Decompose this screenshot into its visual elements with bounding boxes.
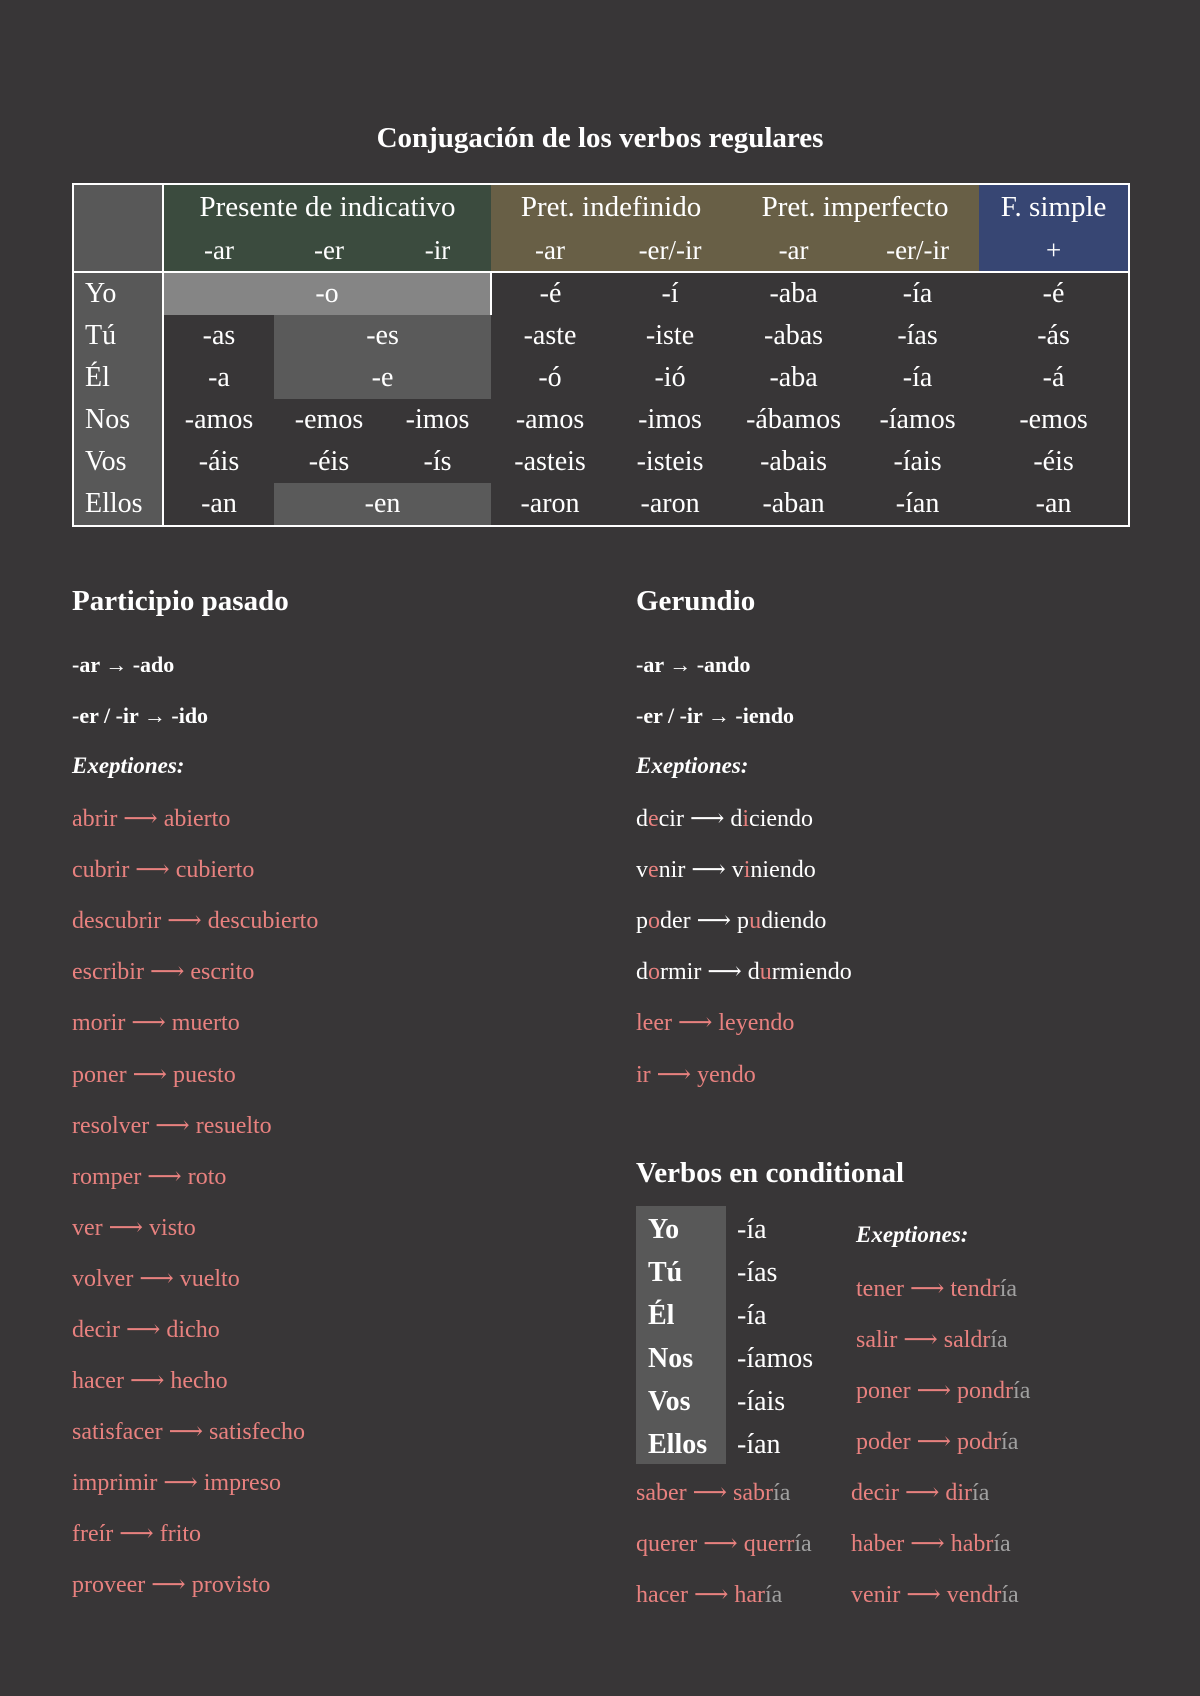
ending-cell: -éis bbox=[308, 446, 350, 477]
list-item: volver ⟶ vuelto bbox=[72, 1266, 240, 1292]
list-item: poner ⟶ pondría bbox=[856, 1378, 1031, 1404]
list-item: ir ⟶ yendo bbox=[636, 1062, 756, 1088]
gerundio-title: Gerundio bbox=[636, 585, 756, 617]
list-item: poder ⟶ pudiendo bbox=[636, 908, 827, 934]
gerundio-exceptions-label: Exeptiones: bbox=[636, 753, 749, 778]
ending-cell: -ía bbox=[737, 1300, 767, 1331]
list-item: satisfacer ⟶ satisfecho bbox=[72, 1419, 305, 1445]
list-item: romper ⟶ roto bbox=[72, 1164, 227, 1190]
gerundio-rule-ar: -ar → -ando bbox=[636, 652, 751, 677]
ending-cell: -ía bbox=[856, 272, 979, 315]
ending-cell: -é bbox=[491, 272, 609, 315]
ending-cell: -ís bbox=[423, 446, 452, 477]
list-item: escribir ⟶ escrito bbox=[72, 959, 255, 985]
ending-cell: -isteis bbox=[636, 446, 704, 477]
participio-title: Participio pasado bbox=[72, 585, 289, 617]
list-item: resolver ⟶ resuelto bbox=[72, 1113, 272, 1139]
page-title: Conjugación de los verbos regulares bbox=[376, 122, 824, 154]
group-presente: Presente de indicativo bbox=[163, 184, 491, 229]
ending-cell: -íais bbox=[737, 1386, 786, 1417]
pronoun-cell: Vos bbox=[73, 441, 163, 483]
list-item: hacer ⟶ hecho bbox=[72, 1368, 228, 1394]
pronoun-cell: Ellos bbox=[648, 1429, 708, 1460]
list-item: imprimir ⟶ impreso bbox=[72, 1470, 282, 1496]
pronoun-cell: Tú bbox=[648, 1257, 683, 1288]
participio-rule-ar: -ar → -ado bbox=[72, 652, 175, 677]
ending-cell: -ás bbox=[1037, 320, 1070, 351]
ending-cell: -aron bbox=[520, 488, 580, 519]
ending-cell: -e bbox=[274, 357, 491, 399]
pronoun-cell: Ellos bbox=[73, 483, 163, 526]
ending-cell: -an bbox=[1035, 488, 1072, 519]
ending-cell: -abas bbox=[764, 320, 824, 351]
ending-cell: -imos bbox=[405, 404, 470, 435]
ending-cell: -á bbox=[1042, 362, 1065, 393]
ending-cell: -aste bbox=[523, 320, 577, 351]
ending-cell: -áis bbox=[198, 446, 240, 477]
list-item: dormir ⟶ durmiendo bbox=[636, 959, 852, 985]
list-item: descubrir ⟶ descubierto bbox=[72, 908, 319, 934]
condicional-exceptions-label: Exeptiones: bbox=[856, 1222, 969, 1247]
ending-cell: -ía bbox=[902, 362, 933, 393]
ending-cell: -íamos bbox=[879, 404, 956, 435]
table-row bbox=[73, 441, 1129, 483]
ending-cell: -ían bbox=[737, 1429, 781, 1460]
pronoun-cell: Yo bbox=[648, 1214, 680, 1245]
ending-cell: -ías bbox=[737, 1257, 778, 1288]
list-item: hacer ⟶ haría bbox=[636, 1582, 783, 1608]
subheader: -er bbox=[274, 229, 384, 272]
ending-cell: -as bbox=[202, 320, 236, 351]
list-item: tener ⟶ tendría bbox=[856, 1276, 1018, 1302]
pronoun-cell: Nos bbox=[73, 399, 163, 441]
list-item: saber ⟶ sabría bbox=[636, 1480, 791, 1506]
ending-cell: -imos bbox=[638, 404, 702, 435]
ending-cell: -amos bbox=[515, 404, 585, 435]
ending-cell: -emos bbox=[1019, 404, 1088, 435]
list-item: venir ⟶ viniendo bbox=[636, 857, 816, 883]
ending-cell: -o bbox=[163, 272, 491, 315]
ending-cell: -aba bbox=[769, 362, 818, 393]
list-item: cubrir ⟶ cubierto bbox=[72, 857, 255, 883]
ending-cell: -ían bbox=[895, 488, 940, 519]
list-item: decir ⟶ diciendo bbox=[636, 806, 814, 832]
participio-exceptions-label: Exeptiones: bbox=[72, 753, 185, 778]
subheader: -er/-ir bbox=[609, 229, 731, 272]
ending-cell: -éis bbox=[1033, 446, 1074, 477]
list-item: querer ⟶ querría bbox=[636, 1531, 812, 1557]
list-item: decir ⟶ dicho bbox=[72, 1317, 220, 1343]
list-item: venir ⟶ vendría bbox=[851, 1582, 1019, 1608]
ending-cell: -é bbox=[979, 272, 1129, 315]
ending-cell: -es bbox=[274, 315, 491, 357]
table-row bbox=[73, 272, 1129, 315]
group-indefinido: Pret. indefinido bbox=[491, 184, 731, 229]
list-item: freír ⟶ frito bbox=[72, 1521, 202, 1547]
list-item: poner ⟶ puesto bbox=[72, 1062, 236, 1088]
pronoun-header bbox=[73, 184, 163, 272]
pronoun-cell: Vos bbox=[648, 1386, 691, 1417]
subheader: -ir bbox=[384, 229, 491, 272]
list-item: haber ⟶ habría bbox=[851, 1531, 1011, 1557]
ending-cell: -en bbox=[274, 483, 491, 526]
pronoun-cell: Nos bbox=[648, 1343, 694, 1374]
ending-cell: -ábamos bbox=[746, 404, 841, 435]
subheader: -ar bbox=[731, 229, 856, 272]
list-item: salir ⟶ saldría bbox=[856, 1327, 1008, 1353]
subheader: -ar bbox=[163, 229, 274, 272]
group-futuro: F. simple bbox=[979, 184, 1129, 229]
pronoun-cell: Él bbox=[648, 1300, 675, 1331]
table-row bbox=[73, 399, 1129, 441]
condicional-title: Verbos en conditional bbox=[636, 1157, 905, 1189]
list-item: leer ⟶ leyendo bbox=[636, 1010, 795, 1036]
ending-cell: -ó bbox=[538, 362, 562, 393]
pronoun-cell: Tú bbox=[73, 315, 163, 357]
conjugation-table bbox=[72, 183, 1130, 527]
ending-cell: -amos bbox=[184, 404, 254, 435]
ending-cell: -ió bbox=[654, 362, 686, 393]
ending-cell: -íamos bbox=[737, 1343, 814, 1374]
pronoun-cell: Yo bbox=[73, 272, 163, 315]
group-imperfecto: Pret. imperfecto bbox=[731, 184, 979, 229]
ending-cell: -emos bbox=[294, 404, 364, 435]
ending-cell: -aba bbox=[731, 272, 856, 315]
subheader: -ar bbox=[491, 229, 609, 272]
ending-cell: -a bbox=[208, 362, 230, 393]
ending-cell: -ía bbox=[737, 1214, 767, 1245]
pronoun-cell: Él bbox=[73, 357, 163, 399]
table-row bbox=[73, 315, 1129, 357]
ending-cell: -íais bbox=[893, 446, 942, 477]
ending-cell: -asteis bbox=[514, 446, 586, 477]
list-item: proveer ⟶ provisto bbox=[72, 1572, 271, 1598]
list-item: decir ⟶ diría bbox=[851, 1480, 990, 1506]
table-row bbox=[73, 483, 1129, 526]
list-item: poder ⟶ podría bbox=[856, 1429, 1019, 1455]
ending-cell: -an bbox=[201, 488, 237, 519]
ending-cell: -iste bbox=[645, 320, 695, 351]
ending-cell: -abais bbox=[760, 446, 827, 477]
list-item: ver ⟶ visto bbox=[72, 1215, 196, 1241]
ending-cell: -aron bbox=[640, 488, 700, 519]
table-row bbox=[73, 357, 1129, 399]
subheader: -er/-ir bbox=[856, 229, 979, 272]
subheader: + bbox=[979, 229, 1129, 272]
ending-cell: -aban bbox=[762, 488, 825, 519]
list-item: abrir ⟶ abierto bbox=[72, 806, 231, 832]
ending-cell: -í bbox=[609, 272, 731, 315]
ending-cell: -ías bbox=[897, 320, 938, 351]
gerundio-rule-er-ir: -er / -ir → -iendo bbox=[636, 703, 795, 728]
list-item: morir ⟶ muerto bbox=[72, 1010, 240, 1036]
participio-rule-er-ir: -er / -ir → -ido bbox=[72, 703, 209, 728]
